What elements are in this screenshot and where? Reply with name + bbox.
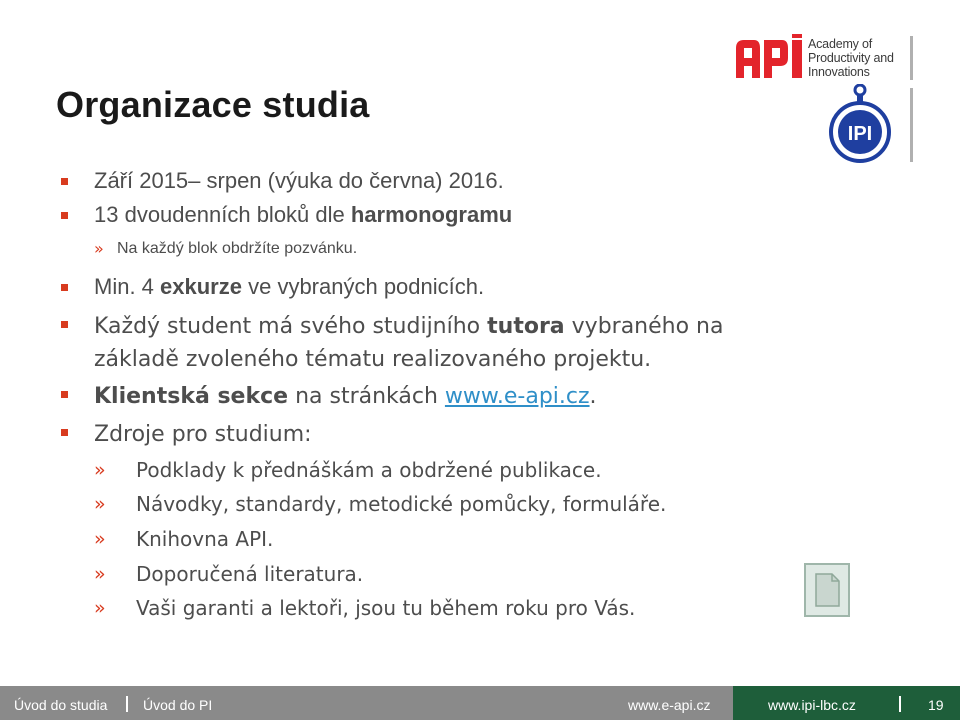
bullet-text-part: na stránkách (288, 384, 445, 409)
bullet-text-continuation: základě zvoleného tématu realizovaného projektu. (94, 347, 652, 372)
api-logo (734, 34, 934, 166)
footer-course-subtitle: Úvod do PI (143, 697, 213, 713)
footer-separator (126, 696, 128, 712)
sub-bullet-text: Na každý blok obdržíte pozvánku. (117, 240, 358, 257)
sub-bullet-marker: » (94, 597, 106, 619)
sub-bullet-marker: » (94, 239, 104, 258)
square-bullet-icon (61, 212, 68, 219)
client-section-emphasis: Klientská sekce (94, 384, 289, 409)
document-icon[interactable] (804, 563, 850, 617)
logo-text-line-3: Innovations (808, 65, 870, 79)
sub-bullet-marker: » (94, 459, 106, 481)
bullet-text (94, 310, 723, 344)
bullet-text-part: . (589, 384, 597, 409)
square-bullet-icon (61, 284, 68, 291)
bullet-text (94, 380, 597, 414)
bullet-text-part: ve vybraných podnicích. (241, 274, 485, 299)
square-bullet-icon (61, 391, 68, 398)
square-bullet-icon (61, 321, 68, 328)
footer-separator (899, 696, 901, 712)
sub-bullet-text: Doporučená literatura. (136, 562, 364, 586)
exkurze-emphasis: exkurze (160, 274, 242, 299)
ipi-stopwatch-icon (828, 84, 892, 166)
footer-bar (0, 686, 960, 720)
sub-bullet-marker: » (94, 563, 106, 585)
bullet-text-part: Každý student má svého studijního (94, 314, 488, 339)
footer-course-title: Úvod do studia (14, 697, 108, 713)
bullet-text-part: 13 dvoudenních bloků dle (94, 202, 351, 227)
tutor-emphasis: tutora (487, 314, 565, 339)
slide-title: Organizace studia (56, 84, 370, 125)
sub-bullet-text: Podklady k přednáškám a obdržené publikace. (136, 458, 602, 482)
bullet-text-part: vybraného na (564, 314, 724, 339)
footer-ipi-link[interactable]: www.ipi-lbc.cz (768, 697, 856, 713)
square-bullet-icon (61, 429, 68, 436)
sub-bullet-text: Knihovna API. (136, 527, 274, 551)
bullet-text-part: Min. 4 (94, 274, 161, 299)
footer-e-api-link[interactable]: www.e-api.cz (628, 697, 711, 713)
logo-text-line-2: Productivity and (808, 51, 894, 65)
logo-divider-lower (910, 88, 913, 162)
harmonogram-emphasis: harmonogramu (350, 202, 513, 227)
sub-bullet-text: Návodky, standardy, metodické pomůcky, formuláře. (136, 492, 667, 516)
bullet-text (94, 270, 484, 304)
bullet-text (94, 198, 512, 232)
api-logo-mark (734, 34, 806, 80)
bullet-text: Zdroje pro studium: (94, 422, 312, 447)
sub-bullet-marker: » (94, 493, 106, 515)
logo-text-line-1: Academy of (808, 37, 873, 51)
sub-bullet-text: Vaši garanti a lektoři, jsou tu během roku pro Vás. (136, 596, 636, 620)
document-glyph-icon (806, 565, 848, 615)
sub-bullet-marker: » (94, 528, 106, 550)
logo-divider (910, 36, 913, 80)
e-api-link[interactable]: www.e-api.cz (444, 384, 590, 409)
bullet-text: Září 2015– srpen (výuka do června) 2016. (94, 168, 504, 193)
page-number: 19 (928, 697, 944, 713)
svg-text:IPI: IPI (847, 123, 873, 145)
square-bullet-icon (61, 178, 68, 185)
footer-green-panel (733, 686, 960, 720)
logo-text (808, 37, 908, 79)
